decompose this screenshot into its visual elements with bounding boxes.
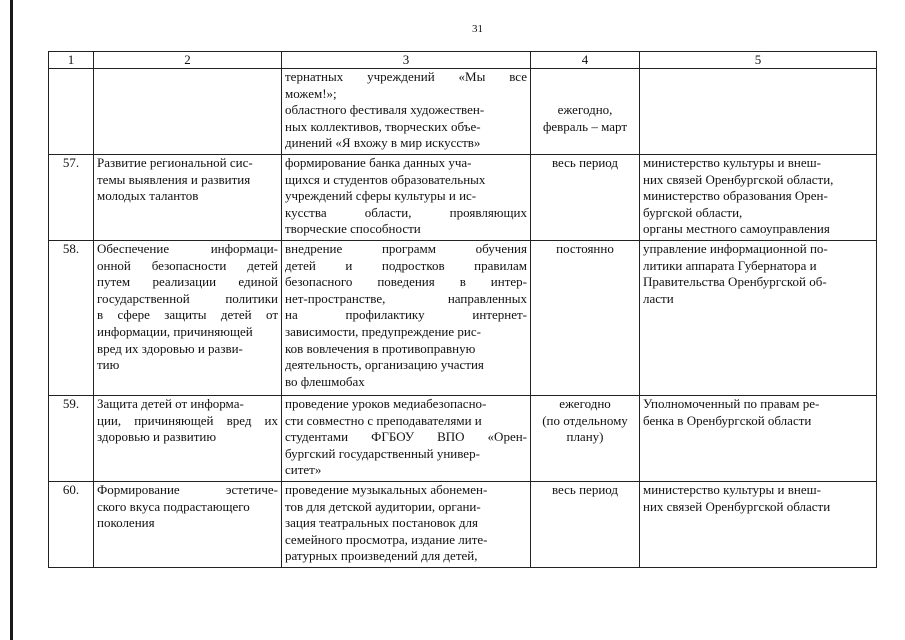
action-line: студентами ФГБОУ ВПО «Орен-: [285, 429, 527, 445]
table-row: [49, 482, 877, 568]
name-line: Формирование эстетиче-: [97, 482, 278, 497]
action-line: зация театральных постановок для: [285, 515, 478, 531]
name-line: путем реализации единой: [97, 274, 278, 290]
name-line: государственной политики: [97, 290, 278, 306]
name-line: ского вкуса подрастающего: [97, 498, 250, 514]
action-line: областного фестиваля художествен-: [285, 102, 485, 118]
name-line: ции, причиняющей вред их: [97, 412, 278, 428]
action-line: зависимости, предупреждение рис-: [285, 323, 481, 339]
action-line: ных коллективов, творческих объе-: [285, 118, 481, 134]
row-action-cell: [282, 482, 531, 568]
row-name-cell: [94, 241, 282, 396]
responsible-line: бенка в Оренбургской области: [643, 412, 812, 428]
name-line: поколения: [97, 515, 155, 531]
row-period-cell: [531, 396, 640, 482]
responsible-line: них связей Оренбургской области,: [643, 171, 834, 187]
action-line: безопасного поведения в интер-: [285, 274, 527, 290]
row-number-cell: 57.: [49, 155, 94, 241]
action-line: формирование банка данных уча-: [285, 155, 472, 170]
responsible-line: министерство культуры и внеш-: [643, 482, 821, 497]
header-col-4: 4: [531, 52, 640, 69]
action-line: творческие способности: [285, 221, 421, 237]
responsible-line: министерство культуры и внеш-: [643, 155, 821, 170]
responsible-line: управление информационной по-: [643, 241, 828, 256]
header-col-3: 3: [282, 52, 531, 69]
row-number-cell: 59.: [49, 396, 94, 482]
row-action-cell: [282, 155, 531, 241]
action-line: сти совместно с преподавателями и: [285, 412, 482, 428]
row-action-cell: [282, 241, 531, 396]
period-line: весь период: [551, 155, 619, 170]
name-line: темы выявления и развития: [97, 171, 251, 187]
row-name-cell: [94, 482, 282, 568]
action-line: нет-пространстве, направленных: [285, 290, 527, 306]
action-line: учреждений сферы культуры и ис-: [285, 188, 477, 204]
row-period-cell: [531, 241, 640, 396]
responsible-line: них связей Оренбургской области: [643, 498, 831, 514]
action-line: ратурных произведений для детей,: [285, 548, 478, 564]
action-line: во флешмобах: [285, 373, 365, 389]
period-line: (по отдельному: [542, 412, 628, 428]
header-col-1: 1: [49, 52, 94, 69]
row-action-cell: [282, 396, 531, 482]
name-line: здоровью и развитию: [97, 429, 217, 445]
action-line: проведение музыкальных абонемен-: [285, 482, 488, 497]
action-line: бургский государственный универ-: [285, 445, 480, 461]
row-name-cell: [94, 69, 282, 155]
action-line: динений «Я вхожу в мир искусств»: [285, 135, 481, 151]
row-name-cell: [94, 396, 282, 482]
action-line: деятельность, организацию участия: [285, 357, 484, 373]
measures-table: [48, 51, 877, 568]
row-responsible-cell: [640, 396, 877, 482]
responsible-line: бургской области,: [643, 204, 743, 220]
responsible-line: органы местного самоуправления: [643, 221, 830, 237]
name-line: Развитие региональной сис-: [97, 155, 253, 170]
table-row: [49, 69, 877, 155]
action-line: тернатных учреждений «Мы все: [285, 69, 527, 84]
row-period-cell: [531, 155, 640, 241]
name-line: молодых талантов: [97, 188, 199, 204]
action-line: проведение уроков медиабезопасно-: [285, 396, 487, 411]
period-line: постоянно: [556, 241, 614, 256]
action-line: ков вовлечения в противоправную: [285, 340, 476, 356]
row-responsible-cell: [640, 69, 877, 155]
row-responsible-cell: [640, 241, 877, 396]
name-line: в сфере защиты детей от: [97, 307, 278, 323]
action-line: тов для детской аудитории, органи-: [285, 498, 481, 514]
name-line: тию: [97, 357, 120, 373]
period-line: [534, 86, 636, 103]
row-number-cell: 60.: [49, 482, 94, 568]
responsible-line: Уполномоченный по правам ре-: [643, 396, 820, 411]
period-line: ежегодно: [559, 396, 611, 411]
action-line: на профилактику интернет-: [285, 307, 527, 323]
table-row: [49, 396, 877, 482]
period-line: весь период: [551, 482, 619, 497]
header-col-2: 2: [94, 52, 282, 69]
table-row: [49, 241, 877, 396]
responsible-line: ласти: [643, 290, 674, 306]
table-row: [49, 155, 877, 241]
row-number-cell: [49, 69, 94, 155]
row-period-cell: [531, 69, 640, 155]
action-line: внедрение программ обучения: [285, 241, 527, 256]
action-line: кусства области, проявляющих: [285, 204, 527, 220]
action-line: семейного просмотра, издание лите-: [285, 531, 488, 547]
period-line: ежегодно,: [557, 102, 613, 118]
name-line: Обеспечение информаци-: [97, 241, 278, 256]
name-line: информации, причиняющей: [97, 323, 253, 339]
row-responsible-cell: [640, 482, 877, 568]
header-col-5: 5: [640, 52, 877, 69]
period-line: февраль – март: [542, 118, 628, 134]
action-line: щихся и студентов образовательных: [285, 171, 486, 187]
page-number: 31: [472, 23, 483, 35]
row-action-cell: [282, 69, 531, 155]
name-line: вред их здоровью и разви-: [97, 340, 243, 356]
responsible-line: литики аппарата Губернатора и: [643, 257, 817, 273]
action-line: детей и подростков правилам: [285, 257, 527, 273]
name-line: онной безопасности детей: [97, 257, 278, 273]
table-header-row: [49, 52, 877, 69]
responsible-line: Правительства Оренбургской об-: [643, 274, 827, 290]
period-line: плану): [566, 429, 604, 445]
responsible-line: министерство образования Орен-: [643, 188, 828, 204]
name-line: Защита детей от информа-: [97, 396, 244, 411]
action-line: можем!»;: [285, 85, 337, 101]
period-line: [534, 69, 636, 86]
row-number-cell: 58.: [49, 241, 94, 396]
page-left-edge: [10, 0, 13, 640]
row-period-cell: [531, 482, 640, 568]
action-line: ситет»: [285, 462, 322, 478]
row-responsible-cell: [640, 155, 877, 241]
row-name-cell: [94, 155, 282, 241]
